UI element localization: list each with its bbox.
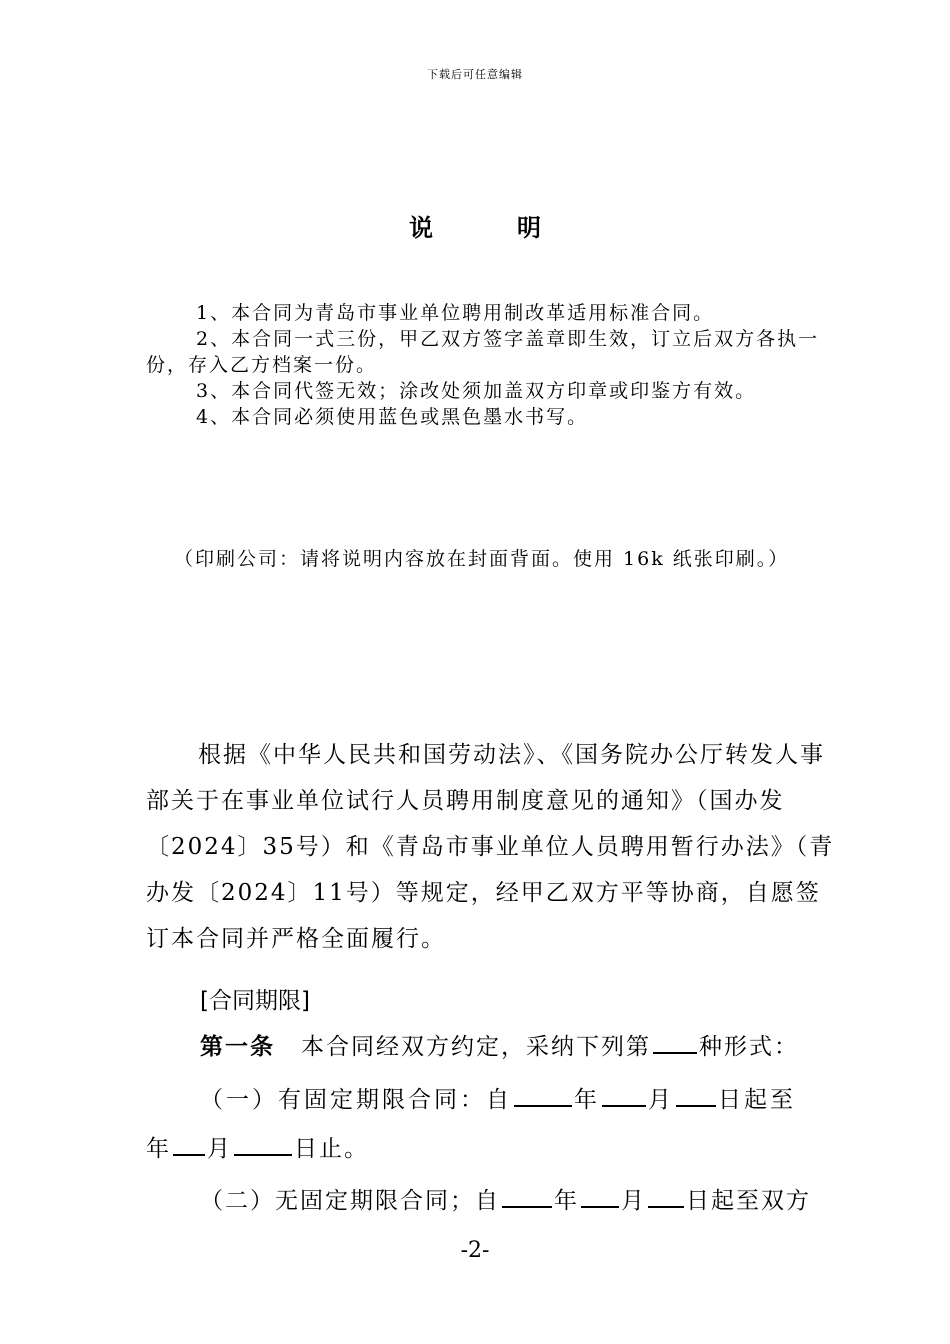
end-month-blank[interactable] — [173, 1132, 205, 1156]
option-2-line — [200, 1182, 811, 1215]
printer-note: （印刷公司：请将说明内容放在封面背面。使用 16k 纸张印刷。） — [174, 548, 790, 570]
year-label: 年 — [554, 1188, 579, 1214]
start-year-blank[interactable] — [514, 1083, 572, 1107]
option-1-prefix: （一）有固定期限合同：自 — [200, 1087, 512, 1113]
day-end-label: 日止。 — [294, 1136, 369, 1162]
instruction-item: 3、本合同代签无效；涂改处须加盖双方印章或印鉴方有效。 — [196, 380, 757, 402]
start-day-blank[interactable] — [676, 1083, 716, 1107]
article-1 — [200, 1028, 799, 1061]
preamble-paragraph: 根据《中华人民共和国劳动法》、《国务院办公厅转发人事部关于在事业单位试行人员聘用制度意见的通知》（国办发〔2024〕35号）和《青岛市事业单位人员聘用暂行办法》（青办发〔2024〕11号）等规定，经甲乙双方平等协商，自愿签订本合同并严格全面履行。 — [146, 742, 835, 952]
section-heading: [合同期限] — [200, 988, 310, 1014]
open-year-blank[interactable] — [502, 1184, 552, 1208]
form-choice-blank[interactable] — [653, 1030, 697, 1054]
option-2-prefix: （二）无固定期限合同；自 — [200, 1188, 500, 1214]
open-month-blank[interactable] — [581, 1184, 619, 1208]
instruction-item: 4、本合同必须使用蓝色或黑色墨水书写。 — [196, 406, 589, 428]
instruction-item: 1、本合同为青岛市事业单位聘用制改革适用标准合同。 — [196, 302, 715, 324]
option-2-rest: 日起至双方 — [686, 1188, 811, 1214]
instructions-list — [146, 300, 826, 430]
month-label: 月 — [621, 1188, 646, 1214]
article-text-end: 种形式： — [699, 1034, 799, 1060]
page-number: -2- — [460, 1238, 490, 1263]
year-label: 年 — [146, 1136, 171, 1162]
title-char-1: 说 — [409, 213, 433, 242]
option-1-end-line — [146, 1130, 369, 1163]
article-label: 第一条 — [200, 1034, 275, 1060]
month-label: 月 — [207, 1136, 232, 1162]
year-label: 年 — [574, 1087, 600, 1113]
open-day-blank[interactable] — [648, 1184, 684, 1208]
instruction-item: 2、本合同一式三份，甲乙双方签字盖章即生效，订立后双方各执一份，存入乙方档案一份。 — [146, 328, 820, 376]
option-1-line — [200, 1081, 796, 1114]
title-char-2: 明 — [517, 213, 541, 242]
page-title — [0, 208, 950, 243]
end-day-blank[interactable] — [234, 1132, 292, 1156]
article-text: 本合同经双方约定，采纳下列第 — [301, 1034, 651, 1060]
day-from-label: 日起至 — [718, 1087, 796, 1113]
start-month-blank[interactable] — [602, 1083, 646, 1107]
page-header: 下载后可任意编辑 — [427, 68, 523, 81]
month-label: 月 — [648, 1087, 674, 1113]
